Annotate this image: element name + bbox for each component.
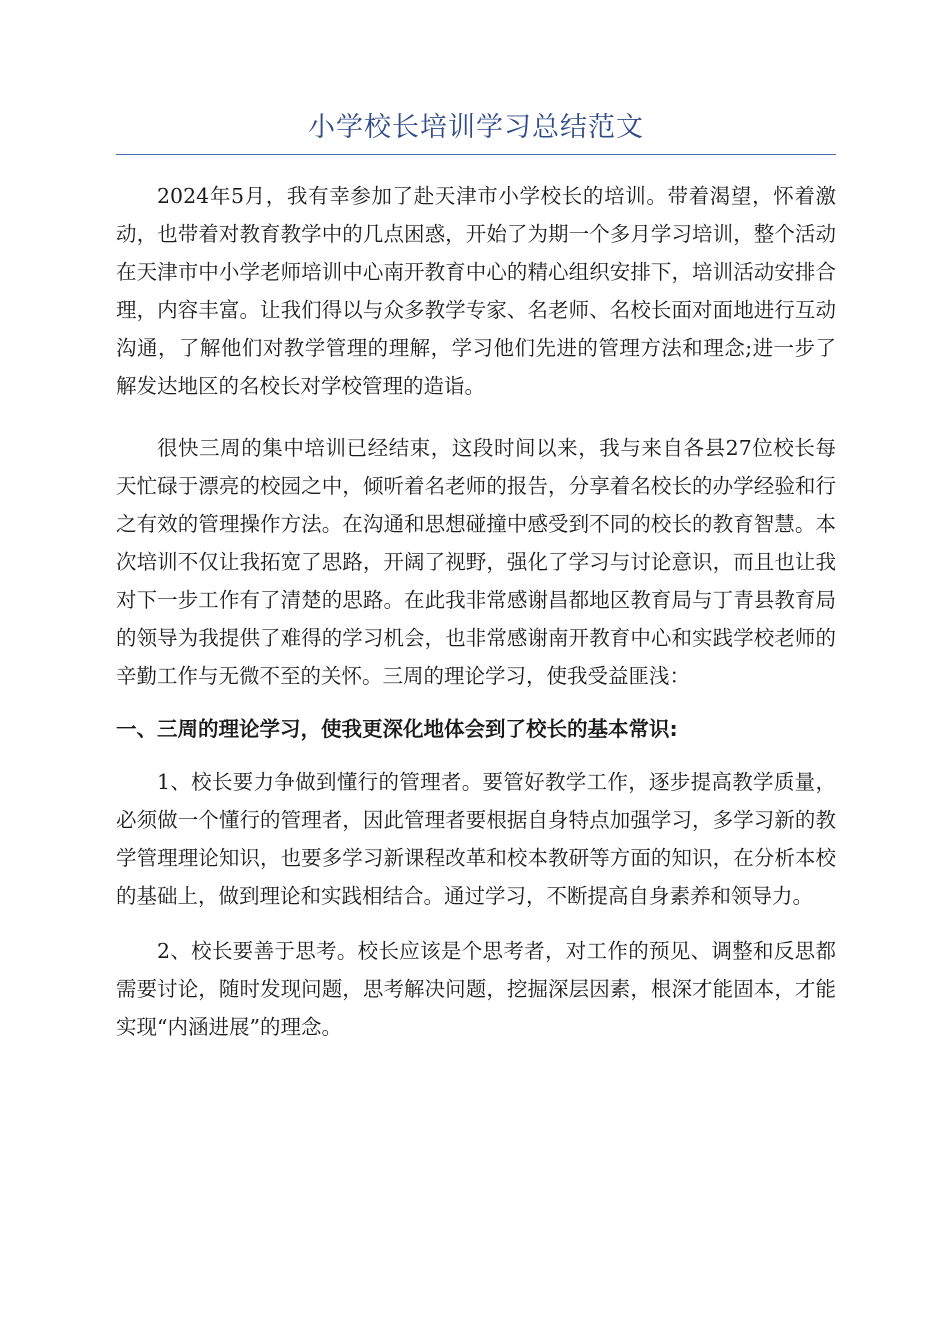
title-underline [116, 154, 836, 155]
document-title: 小学校长培训学习总结范文 [308, 112, 644, 143]
document-page [116, 108, 836, 1046]
list-item: 2、校长要善于思考。校长应该是个思考者，对工作的预见、调整和反思都需要讨论，随时发现问题，思考解决问题，挖掘深层因素，根深才能固本，才能实现“内涵进展”的理念。 [116, 939, 836, 1039]
intro-paragraph: 2024年5月，我有幸参加了赴天津市小学校长的培训。带着渴望，怀着激动，也带着对教育教学中的几点困惑，开始了为期一个多月学习培训，整个活动在天津市中小学老师培训中心南开教育中心的精心组织安排下，培训活动安排合理，内容丰富。让我们得以与众多教学专家、名老师、名校长面对面地进行互动沟通，了解他们对教学管理的理解，学习他们先进的管理方法和理念;进一步了解发达地区的名校长对学校管理的造诣。 [116, 184, 836, 398]
list-item: 1、校长要力争做到懂行的管理者。要管好教学工作，逐步提高教学质量，必须做一个懂行的管理者，因此管理者要根据自身特点加强学习，多学习新的教学管理理论知识，也要多学习新课程改革和校本教研等方面的知识，在分析本校的基础上，做到理论和实践相结合。通过学习，不断提高自身素养和领导力。 [116, 770, 836, 908]
body-paragraph: 很快三周的集中培训已经结束，这段时间以来，我与来自各县27位校长每天忙碌于漂亮的校园之中，倾听着名老师的报告，分享着名校长的办学经验和行之有效的管理操作方法。在沟通和思想碰撞中感受到不同的校长的教育智慧。本次培训不仅让我拓宽了思路，开阔了视野，强化了学习与讨论意识，而且也让我对下一步工作有了清楚的思路。在此我非常感谢昌都地区教育局与丁青县教育局的领导为我提供了难得的学习机会，也非常感谢南开教育中心和实践学校老师的辛勤工作与无微不至的关怀。三周的理论学习，使我受益匪浅： [116, 436, 836, 688]
section-heading: 一、三周的理论学习，使我更深化地体会到了校长的基本常识: [116, 717, 678, 741]
